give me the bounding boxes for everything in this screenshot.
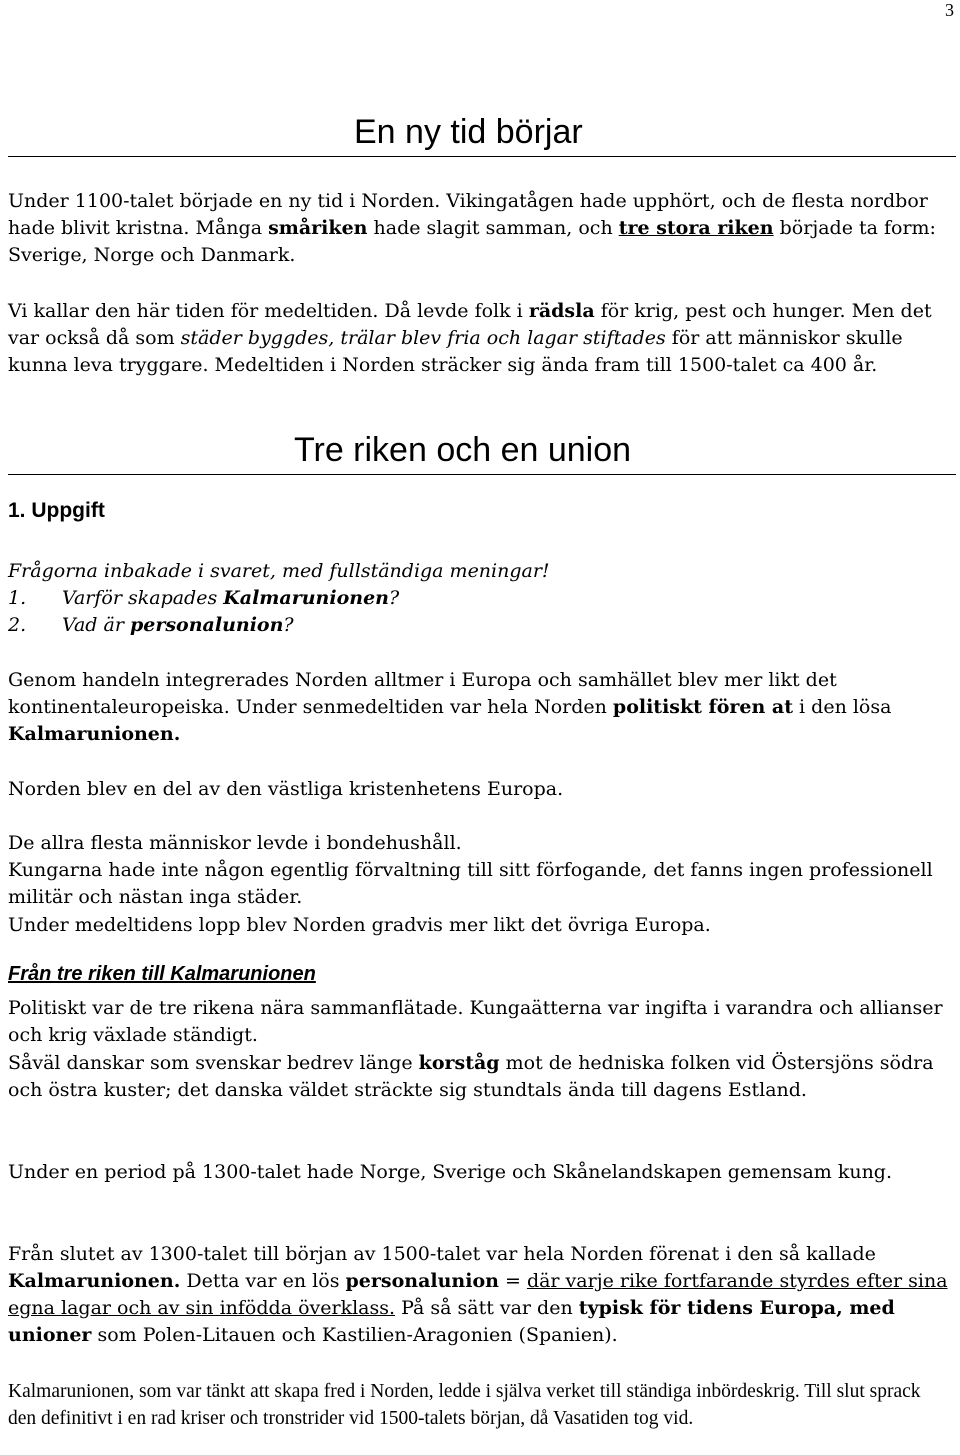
body-paragraph-3c: Under medeltidens lopp blev Norden gradvis mer likt det övriga Europa. [8, 914, 711, 936]
task-question-1: 1. Varför skapades Kalmarunionen? [8, 587, 400, 609]
page-number: 3 [945, 0, 954, 20]
section-paragraph-3: Under en period på 1300-talet hade Norge, Sverige och Skånelandskapen gemensam kung. [8, 1161, 893, 1183]
section-paragraph-2: Såväl danskar som svenskar bedrev länge korståg mot de hedniska folken vid Östersjöns södra och östra kuster; det danska väldet sträckte sig stundtals ända till dagens Estland. [8, 1052, 934, 1101]
body-paragraph-1: Genom handeln integrerades Norden alltmer i Europa och samhället blev mer likt det kontinentaleuropeiska. Under senmedeltiden var hela Norden politiskt fören at i den lösa Kalmarunionen. [8, 669, 892, 745]
body-paragraph-3b: Kungarna hade inte någon egentlig förvaltning till sitt förfogande, det fanns ingen professionell militär och nästan inga städer. [8, 859, 933, 908]
heading-en-ny-tid [8, 112, 956, 157]
task-label: 1. Uppgift [8, 499, 105, 522]
task-question-2: 2. Vad är personalunion? [8, 614, 294, 636]
intro-paragraph-2: Vi kallar den här tiden för medeltiden. Då levde folk i rädsla för krig, pest och hunger. Men det var också då som städer byggdes, trälar blev fria och lagar stiftades för att människor skulle kunna leva tryggare. Medeltiden i Norden sträcker sig ända fram till 1500-talet ca 400 år. [8, 300, 932, 376]
subheading-kalmarunionen: Från tre riken till Kalmarunionen [8, 963, 316, 985]
task-instruction: Frågorna inbakade i svaret, med fullständiga meningar! [8, 560, 550, 582]
section-paragraph-1: Politiskt var de tre rikena nära sammanflätade. Kungaätterna var ingifta i varandra och allianser och krig växlade ständigt. [8, 997, 943, 1046]
heading-title-2: Tre riken och en union [294, 431, 632, 469]
heading-rule [8, 156, 956, 157]
heading-tre-riken [8, 430, 956, 475]
body-paragraph-3a: De allra flesta människor levde i bondehushåll. [8, 832, 462, 854]
intro-paragraph-1: Under 1100-talet började en ny tid i Norden. Vikingatågen hade upphört, och de flesta nordbor hade blivit kristna. Många småriken hade slagit samman, och tre stora riken började ta form: Sverige, Norge och Danmark. [8, 190, 936, 266]
body-paragraph-2: Norden blev en del av den västliga kristenhetens Europa. [8, 778, 564, 800]
heading-title: En ny tid börjar [354, 113, 583, 151]
section-paragraph-5: Kalmarunionen, som var tänkt att skapa fred i Norden, ledde i själva verket till ständiga inbördeskrig. Till slut sprack den definitivt i en rad kriser och tronstrider vid 1500-talets början, då Vasatiden tog vid. [8, 1381, 921, 1429]
section-paragraph-4: Från slutet av 1300-talet till början av 1500-talet var hela Norden förenat i den så kallade Kalmarunionen. Detta var en lös personalunion = där varje rike fortfarande styrdes efter sina egna lagar och av sin infödda överklass. På så sätt var den typisk för tidens Europa, med unioner som Polen-Litauen och Kastilien-Aragonien (Spanien). [8, 1243, 948, 1346]
heading-rule-2 [8, 474, 956, 475]
